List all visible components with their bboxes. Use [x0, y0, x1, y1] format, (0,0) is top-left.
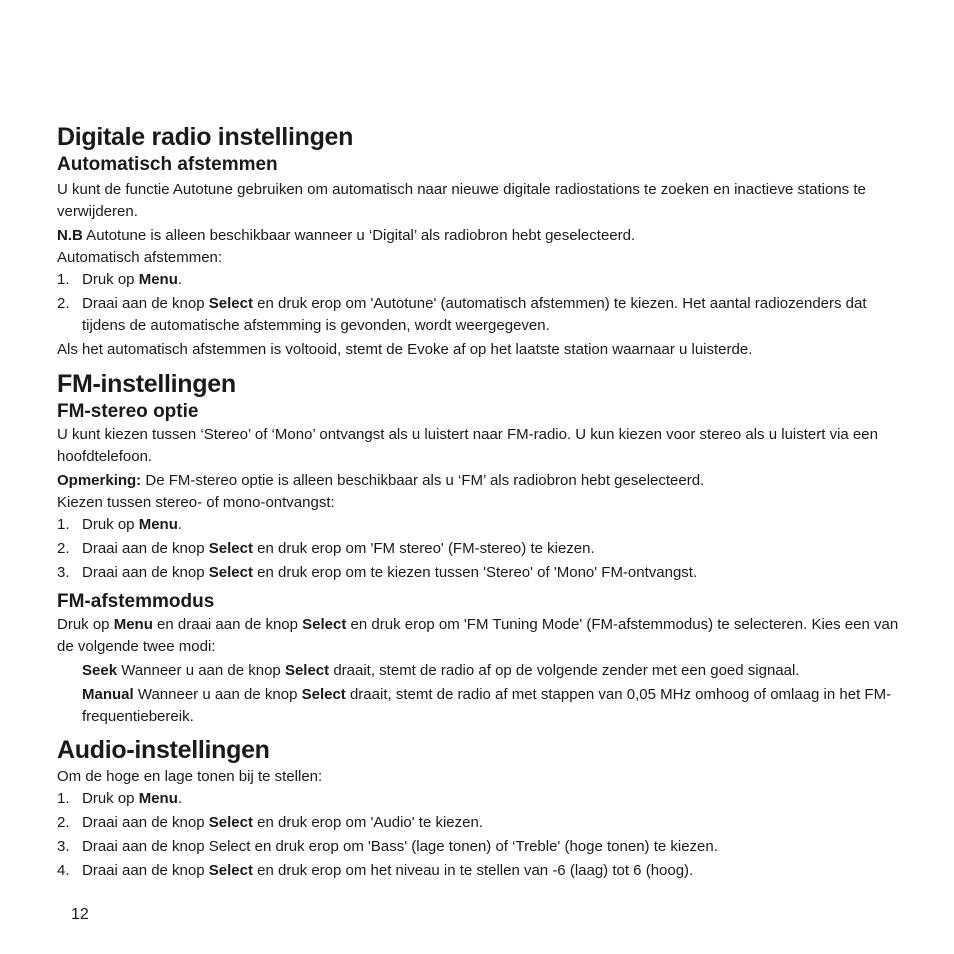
note-label: Opmerking:: [57, 472, 142, 489]
nb-label: N.B: [57, 227, 83, 244]
list-item: 3. Draai aan de knop Select en druk erop om 'Bass' (lage tonen) of ‘Treble' (hoge tonen) te kiezen.: [57, 838, 718, 855]
page-content: [57, 121, 902, 884]
list-item: 2. Draai aan de knop Select en druk erop om 'FM stereo' (FM-stereo) te kiezen.: [57, 540, 595, 557]
heading-digital-radio: Digitale radio instellingen: [57, 123, 354, 151]
subheading-autotune: Automatisch afstemmen: [57, 154, 278, 175]
heading-audio-settings: Audio-instellingen: [57, 736, 270, 764]
list-item: 1. Druk op Menu.: [57, 271, 183, 288]
list-item: 2. Draai aan de knop Select en druk erop om 'Audio' te kiezen.: [57, 814, 483, 831]
autotune-note: [57, 225, 902, 247]
autotune-outro: Als het automatisch afstemmen is voltooid, stemt de Evoke af op het laatste station waarnaar u luisterde.: [57, 341, 753, 358]
page-number: 12: [71, 906, 89, 923]
subheading-fm-stereo: FM-stereo optie: [57, 401, 199, 422]
list-item: 1. Druk op Menu.: [57, 516, 183, 533]
list-item: 1. Druk op Menu.: [57, 790, 183, 807]
fm-stereo-intro: U kunt kiezen tussen ‘Stereo’ of ‘Mono’ ontvangst als u luistert naar FM-radio. U kun kiezen voor stereo als u luistert via een hoofdtelefoon.: [57, 426, 878, 465]
manual-mode-description: Manual Wanneer u aan de knop Select draait, stemt de radio af met stappen van 0,05 MHz omhoog of omlaag in het FM-frequentiebereik.: [82, 686, 892, 725]
subheading-fm-tuning-mode: FM-afstemmodus: [57, 591, 215, 612]
fm-stereo-lead: Kiezen tussen stereo- of mono-ontvangst:: [57, 494, 335, 511]
autotune-intro: U kunt de functie Autotune gebruiken om automatisch naar nieuwe digitale radiostations te zoeken en inactieve stations te verwijderen.: [57, 181, 866, 220]
fm-stereo-note: Opmerking: De FM-stereo optie is alleen beschikbaar als u ‘FM’ als radiobron hebt geselecteerd.: [57, 472, 705, 489]
autotune-lead: Automatisch afstemmen:: [57, 249, 223, 266]
audio-steps: [57, 788, 902, 882]
seek-mode-description: Seek Wanneer u aan de knop Select draait, stemt de radio af op de volgende zender met een goed signaal.: [82, 662, 800, 679]
heading-fm-settings: FM-instellingen: [57, 370, 236, 398]
autotune-steps: [57, 269, 902, 337]
fm-tuning-intro: Druk op Menu en draai aan de knop Select en druk erop om 'FM Tuning Mode' (FM-afstemmodus) te selecteren. Kies een van de volgende twee modi:: [57, 616, 899, 655]
list-item: 2. Draai aan de knop Select en druk erop om 'Autotune' (automatisch afstemmen) te kiezen. Het aantal radiozenders dat tijdens de automatische afstemming is gevonden, wordt weergegeven.: [57, 295, 867, 334]
list-item: 4. Draai aan de knop Select en druk erop om het niveau in te stellen van -6 (laag) tot 6 (hoog).: [57, 862, 694, 879]
audio-lead: Om de hoge en lage tonen bij te stellen:: [57, 768, 323, 785]
fm-stereo-steps: [57, 514, 902, 584]
list-item: 3. Draai aan de knop Select en druk erop om te kiezen tussen 'Stereo' of 'Mono' FM-ontvangst.: [57, 564, 698, 581]
nb-text: Autotune is alleen beschikbaar wanneer u ‘Digital’ als radiobron hebt geselecteerd.: [82, 227, 636, 244]
